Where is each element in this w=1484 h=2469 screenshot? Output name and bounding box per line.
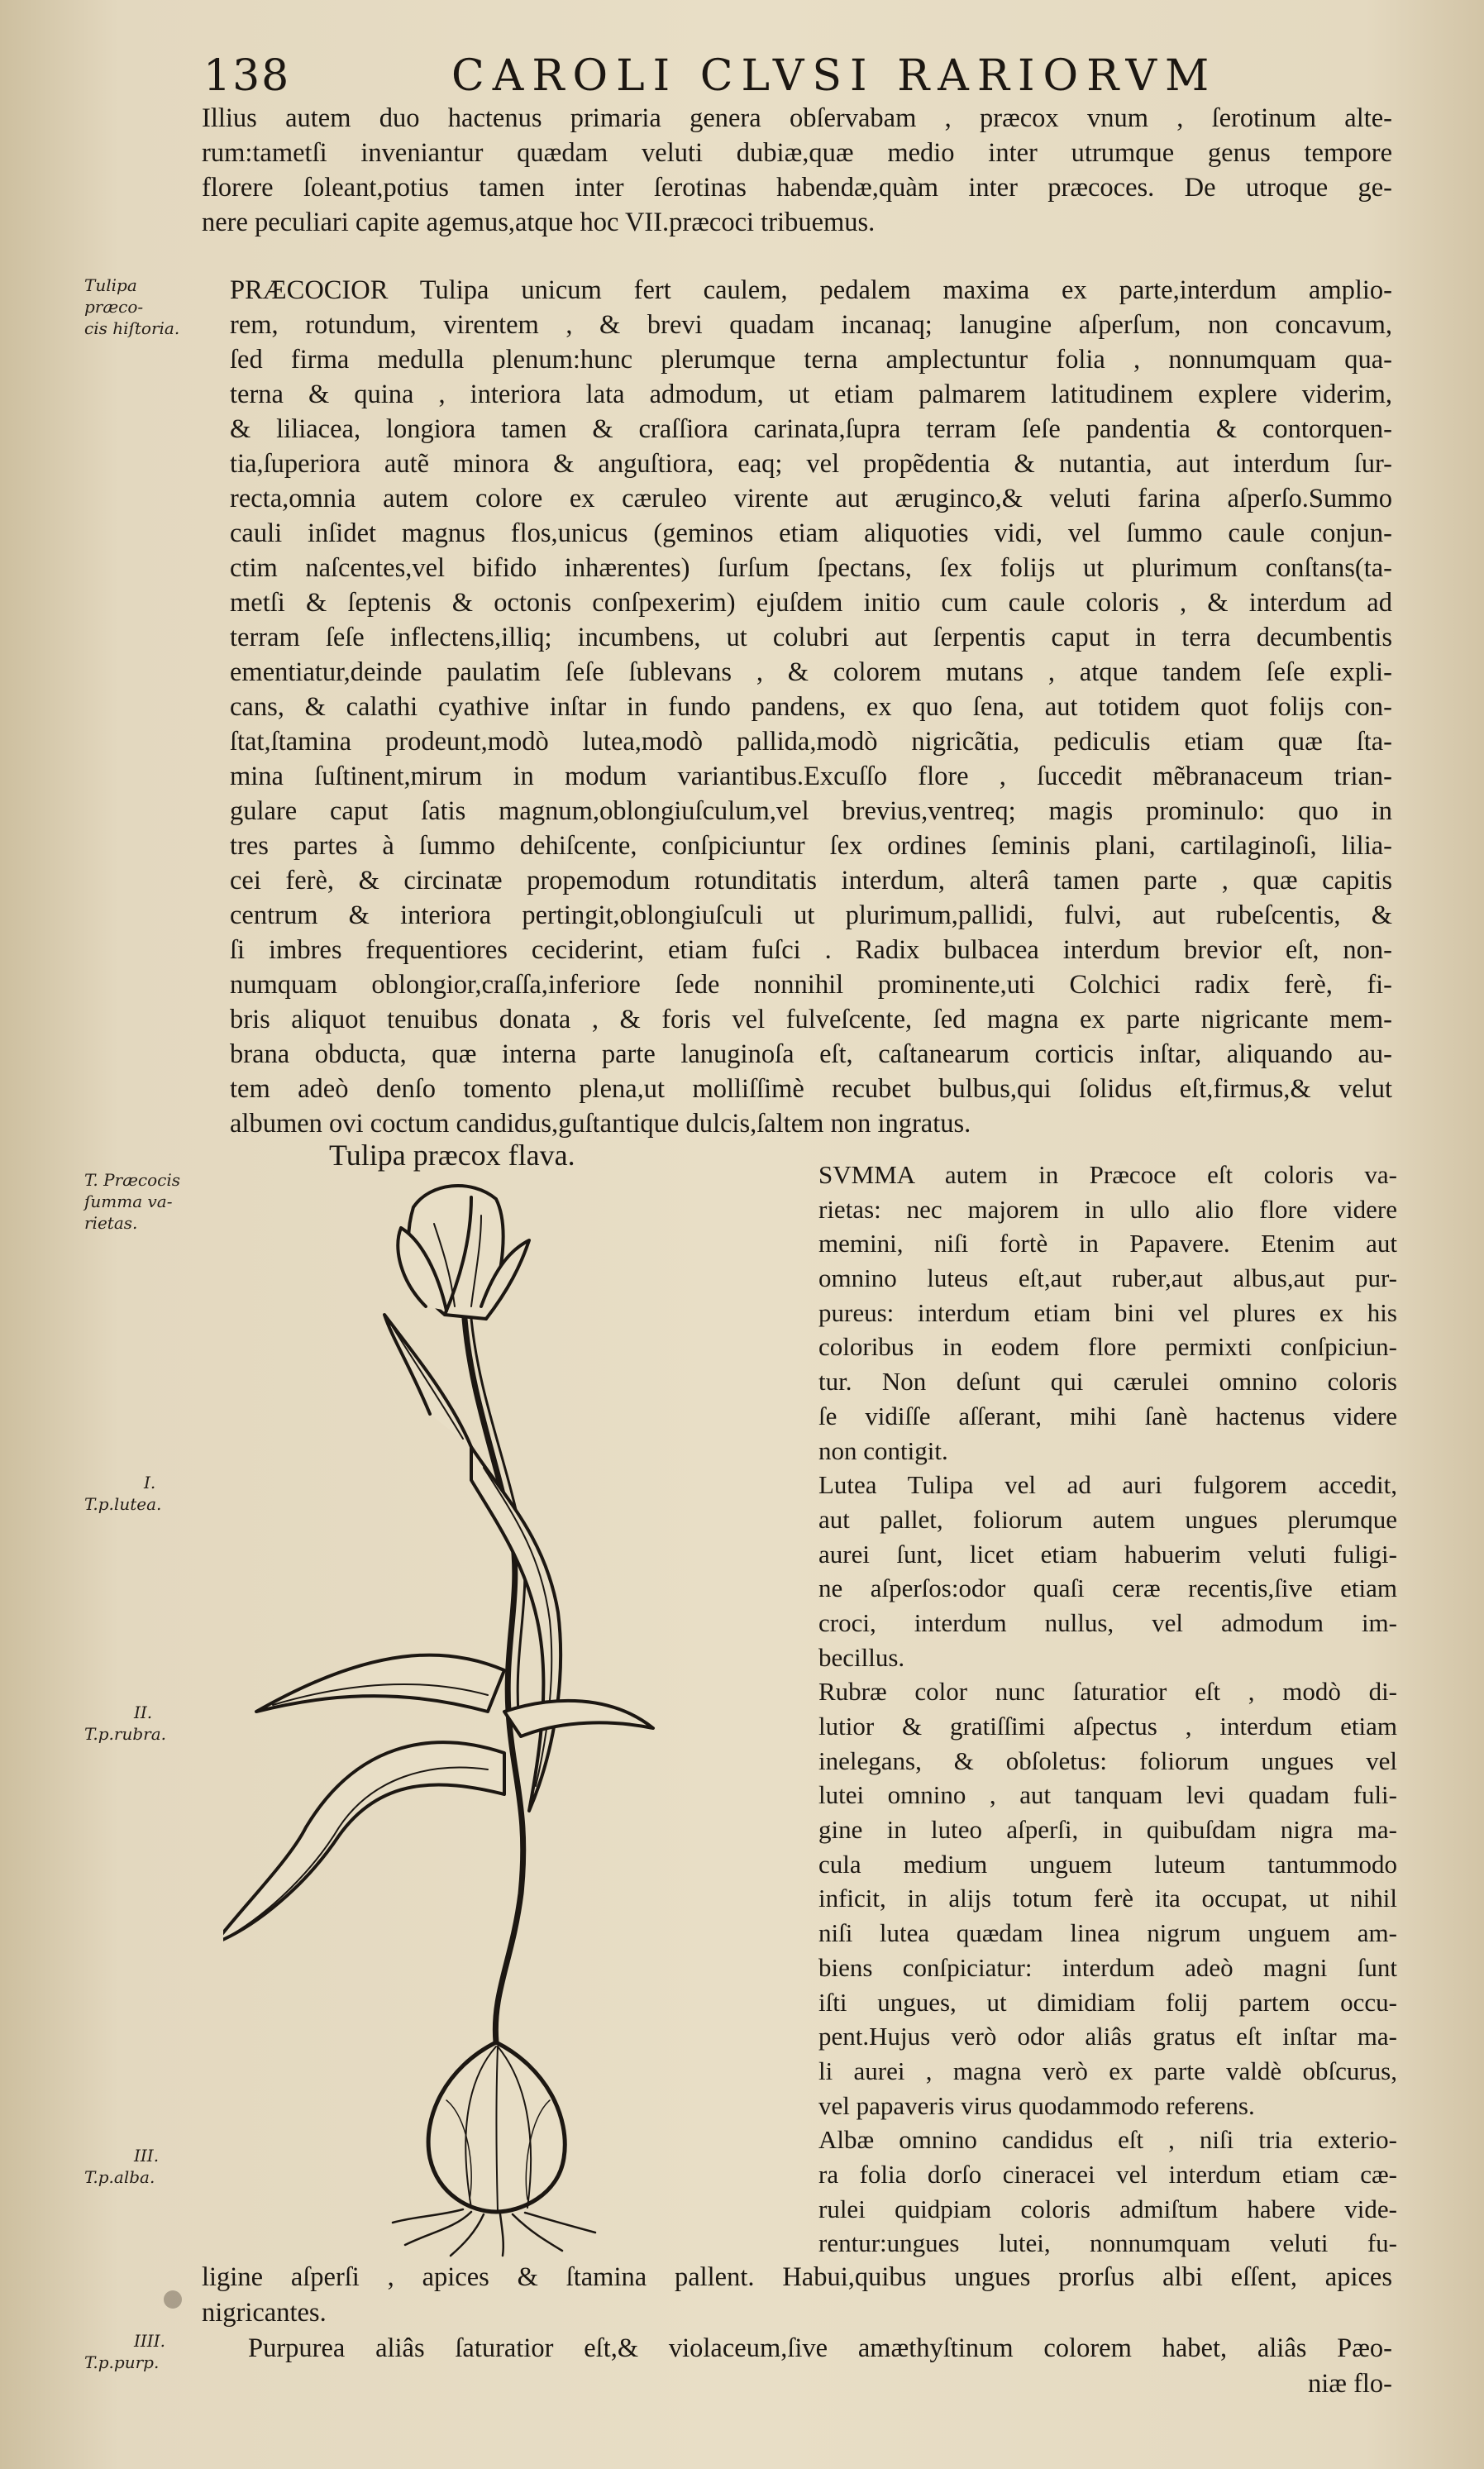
text-line: Purpurea aliâs ſaturatior eſt,& violaceum,ſive amæthyſtinum colorem habet, aliâs Pæo- (248, 2333, 1392, 2363)
text-line: ne aſperſos:odor quaſi ceræ recentis,ſive etiam (818, 1574, 1397, 1603)
closing-paragraph (202, 2260, 1392, 2402)
text-line: inelegans, & obſoletus: foliorum ungues vel (818, 1745, 1397, 1775)
text-line: iſti ungues, ut dimidiam folij partem occu- (818, 1987, 1397, 2017)
margin-note-numeral: II. (134, 1703, 153, 1722)
text-line: cula medium unguem luteum tantummodo (818, 1849, 1397, 1879)
text-line: rem, rotundum, virentem , & brevi quadam incanaq; lanugine aſperſum, non concavum, (230, 310, 1392, 340)
text-line: lutei omnino , aut tanquam levi quadam fuli- (818, 1780, 1397, 1810)
text-line: numquam oblongior,craſſa,inferiore ſede nonnihil prominente,uti Colchici radix ferè, fi- (230, 970, 1392, 1000)
text-line: tem adeò denſo tomento plena,ut molliſſimè recubet bulbus,qui ſolidus eſt,firmus,& velut (230, 1074, 1392, 1104)
text-line: Lutea Tulipa vel ad auri fulgorem accedit, (818, 1470, 1397, 1500)
text-line: rulei quidpiam coloris admiſtum habere vide- (818, 2194, 1397, 2223)
text-line: inficit, in alijs totum ferè ita occupat, ut nihil (818, 1884, 1397, 1913)
margin-note-line: T.p.rubra. (84, 1724, 167, 1744)
text-line: metſi & ſeptenis & octonis conſpexerim) ejuſdem initio cum caule coloris , & interdum ad (230, 588, 1392, 618)
description-paragraph (230, 273, 1392, 1141)
text-line: niſi lutea quædam linea nigrum unguem am- (818, 1918, 1397, 1948)
text-line: mina ſuſtinent,mirum in modum variantibus.Excuſſo flore , ſuccedit mẽbranaceum trian- (230, 762, 1392, 791)
margin-note-numeral: III. (134, 2146, 160, 2166)
margin-note-line: T.p.lutea. (84, 1494, 162, 1514)
text-line: SVMMA autem in Præcoce eſt coloris va- (818, 1160, 1397, 1189)
text-line: florere ſoleant,potius tamen inter ſerotinas habendæ,quàm inter præcoces. De utroque ge- (202, 173, 1392, 203)
text-line: becillus. (818, 1642, 905, 1672)
text-line: coloribus in eodem flore permixti conſpiciun- (818, 1332, 1397, 1362)
text-line: terram ſeſe inflectens,illiq; incumbens, ut colubri aut ſerpentis caput in terra decumbentis (230, 623, 1392, 652)
text-line: Rubræ color nunc ſaturatior eſt , modò di- (818, 1677, 1397, 1707)
text-line: ſtat,ſtamina prodeunt,modò lutea,modò pallida,modò nigricãtia, pediculis etiam quæ ſta- (230, 727, 1392, 757)
text-line: ementiatur,deinde paulatim ſeſe ſublevans , & colorem mutans , atque tandem ſeſe expli- (230, 657, 1392, 687)
text-line: centrum & interiora pertingit,oblongiuſculi ut plurimum,pallidi, fulvi, aut rubeſcentis, & (230, 900, 1392, 930)
margin-note-history (84, 275, 200, 339)
text-line: lutior & gratiſſimi aſpectus , interdum etiam (818, 1712, 1397, 1741)
text-line: & liliacea, longiora tamen & craſſiora carinata,ſupra terram ſeſe pandentia & contorquen- (230, 414, 1392, 444)
margin-note-lutea (84, 1472, 200, 1515)
text-line: nere peculiari capite agemus,atque hoc VII.præcoci tribuemus. (202, 208, 876, 237)
text-line: aurei ſunt, licet etiam habuerim veluti fuligi- (818, 1539, 1397, 1569)
text-line: PRÆCOCIOR Tulipa unicum fert caulem, pedalem maxima ex parte,interdum amplio- (230, 275, 1392, 305)
margin-note-line: ſumma va- (84, 1192, 173, 1211)
text-line: ſi imbres frequentiores ceciderint, etiam fuſci . Radix bulbacea interdum brevior eſt, non- (230, 935, 1392, 965)
ink-stain (164, 2290, 182, 2309)
margin-note-line: Tulipa præco- (84, 275, 144, 317)
text-line: ra folia dorſo cineracei vel interdum etiam cæ- (818, 2159, 1397, 2189)
text-line: pent.Hujus verò odor aliâs gratus eſt inſtar ma- (818, 2022, 1397, 2051)
text-line: aut pallet, foliorum autem ungues plerumque (818, 1504, 1397, 1534)
text-line: gine in luteo aſperſi, in quibuſdam nigra ma- (818, 1815, 1397, 1845)
margin-note-line: rietas. (84, 1213, 138, 1233)
text-line: biens conſpiciatur: interdum adeò magni ſunt (818, 1952, 1397, 1982)
text-line: rietas: nec majorem in ullo alio flore videre (818, 1194, 1397, 1224)
margin-note-line: T.p.purp. (84, 2352, 160, 2372)
running-head: CAROLI CLVSI RARIORVM (451, 51, 1218, 101)
text-line: niæ flo- (1307, 2369, 1392, 2399)
text-line: croci, interdum nullus, vel admodum im- (818, 1607, 1397, 1637)
margin-note-numeral: IIII. (134, 2331, 165, 2351)
page-number: 138 (203, 51, 291, 101)
intro-paragraph (202, 101, 1392, 240)
margin-note-line: T. Præcocis (84, 1170, 181, 1190)
text-line: Albæ omnino candidus eſt , niſi tria exterio- (818, 2125, 1397, 2155)
text-line: Illius autem duo hactenus primaria genera obſervabam , præcox vnum , ſerotinum alte- (202, 103, 1392, 133)
margin-note-purpurea (84, 2330, 200, 2373)
text-line: vel papaveris virus quodammodo referens. (818, 2090, 1255, 2120)
figure-caption: Tulipa præcox flava. (329, 1139, 575, 1172)
varieties-column (818, 1158, 1397, 2261)
text-line: ligine aſperſi , apices & ſtamina pallent. Habui,quibus ungues prorſus albi eſſent, apices (202, 2262, 1392, 2292)
text-line: albumen ovi coctum candidus,guſtantique dulcis,ſaltem non ingratus. (230, 1109, 971, 1139)
text-line: gulare caput ſatis magnum,oblongiuſculum,vel brevius,ventreq; magis prominulo: quo in (230, 796, 1392, 826)
text-line: rum:tametſi inveniantur quædam veluti dubiæ,quæ medio inter utrumque genus tempore (202, 138, 1392, 168)
text-line: cei ferè, & circinatæ propemodum rotunditatis interdum, alterâ tamen parte , quæ capitis (230, 866, 1392, 895)
margin-note-line: cis hiſtoria. (84, 318, 180, 338)
text-line: pureus: interdum etiam bini vel plures ex his (818, 1297, 1397, 1327)
text-line: rentur:ungues lutei, nonnumquam veluti fu- (818, 2228, 1397, 2258)
text-line: cauli inſidet magnus flos,unicus (geminos etiam aliquoties vidi, vel ſummo caule conjun- (230, 518, 1392, 548)
text-line: non contigit. (818, 1435, 948, 1465)
margin-note-rubra (84, 1702, 200, 1745)
tulip-woodcut-illustration (223, 1182, 686, 2257)
text-line: tia,ſuperiora autẽ minora & anguſtiora, eaq; vel propẽdentia & nutantia, aut interdum ſur- (230, 449, 1392, 479)
text-line: cans, & calathi cyathive inſtar in fundo pandens, ex quo ſena, aut totidem quot folijs con- (230, 692, 1392, 722)
text-line: brana obducta, quæ interna parte lanuginoſa eſt, caſtanearum corticis inſtar, aliquando au- (230, 1039, 1392, 1069)
text-line: nigricantes. (202, 2298, 327, 2328)
text-line: terna & quina , interiora lata admodum, ut etiam palmarem latitudinem explere viderim, (230, 380, 1392, 409)
margin-note-numeral: I. (144, 1473, 156, 1492)
text-line: ctim naſcentes,vel bifido inhærentes) ſurſum ſpectans, ſex folijs ut plurimum conſtans(ta- (230, 553, 1392, 583)
text-line: bris aliquot tenuibus donata , & foris vel fulveſcente, ſed magna ex parte nigricante mem- (230, 1005, 1392, 1034)
text-line: recta,omnia autem colore ex cæruleo virente aut æruginco,& veluti farina aſperſo.Summo (230, 484, 1392, 513)
text-line: ſed firma medulla plenum:hunc plerumque terna amplectuntur folia , nonnumquam qua- (230, 345, 1392, 375)
margin-note-alba (84, 2145, 200, 2188)
text-line: ſe vidiſſe aſſerant, mihi ſanè hactenus videre (818, 1401, 1397, 1430)
text-line: memini, niſi fortè in Papavere. Etenim aut (818, 1229, 1397, 1258)
text-line: tres partes à ſummo dehiſcente, conſpiciuntur ſex ordines ſeminis plani, cartilaginoſi, lilia- (230, 831, 1392, 861)
margin-note-varieties (84, 1169, 200, 1234)
text-line: omnino luteus eſt,aut ruber,aut albus,aut pur- (818, 1263, 1397, 1293)
text-line: li aurei , magna verò ex parte valdè obſcurus, (818, 2056, 1397, 2085)
margin-note-line: T.p.alba. (84, 2167, 155, 2187)
text-line: tur. Non deſunt qui cærulei omnino coloris (818, 1367, 1397, 1397)
